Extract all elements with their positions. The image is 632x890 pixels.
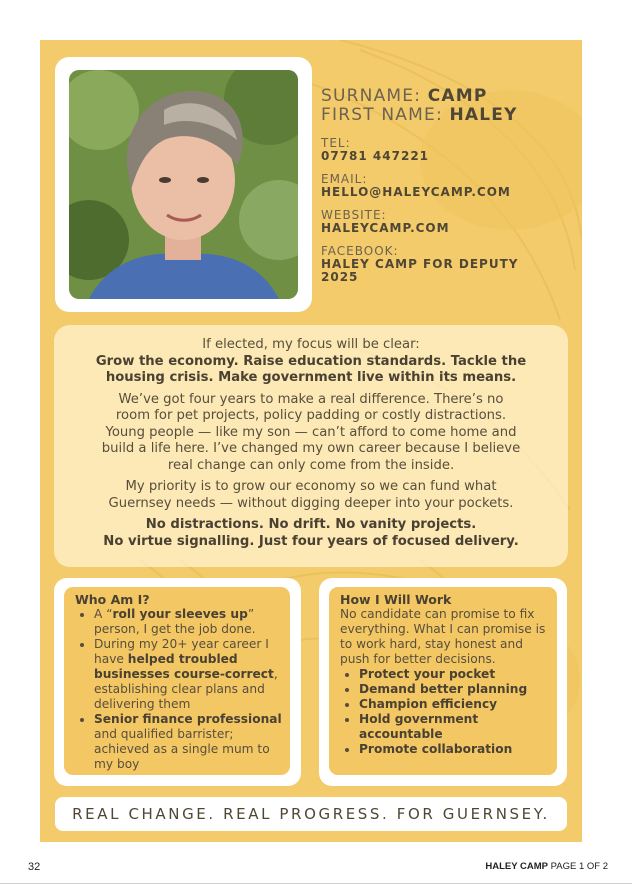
manifesto-paragraph-line: We’ve got four years to make a real difference. There’s no [118, 391, 504, 407]
manifesto-closing-line: No distractions. No drift. No vanity projects. [145, 517, 477, 532]
manifesto-paragraph-line: build a life here. I’ve changed my own career because I believe [101, 441, 521, 456]
surname-line [321, 87, 576, 106]
website-value: HALEYCAMP.COM [321, 221, 450, 235]
list-item [94, 637, 282, 712]
how-i-will-work-list [340, 667, 551, 757]
manifesto-paragraph-line: Young people — like my son — can’t afford to come home and [105, 424, 517, 440]
website-label: WEBSITE: [321, 208, 387, 222]
list-item-text: During my 20+ year career I have [94, 637, 269, 666]
bottom-divider [0, 883, 632, 884]
manifesto-priorities-line: housing crisis. Make government live within its means. [105, 370, 517, 385]
manifesto-paragraph-line: My priority is to grow our economy so we can fund what [125, 479, 497, 494]
page-number: 32 [28, 861, 41, 873]
who-am-i-card [54, 578, 301, 786]
surname-label: SURNAME: [321, 86, 422, 106]
list-item-text: , establishing clear plans and delivering them [94, 667, 278, 711]
list-item [94, 712, 282, 772]
first-name-value: HALEY [449, 105, 518, 125]
slogan-banner: REAL CHANGE. REAL PROGRESS. FOR GUERNSEY. [55, 797, 567, 831]
manifesto-paragraph-line: Guernsey needs — without digging deeper into your pockets. [108, 495, 514, 511]
facebook-label: FACEBOOK: [321, 244, 399, 258]
list-item [359, 682, 551, 697]
manifesto-priorities-line: Grow the economy. Raise education standards. Tackle the [95, 353, 527, 369]
list-item-emphasis: Protect your pocket [359, 667, 496, 681]
who-am-i-title: Who Am I? [75, 592, 150, 607]
list-item-emphasis: helped troubled businesses course-correct [94, 652, 274, 681]
footer-page-of: PAGE 1 OF 2 [550, 861, 608, 872]
candidate-info [321, 87, 576, 284]
footer-name: HALEY CAMP [485, 861, 548, 872]
how-i-will-work-card [319, 578, 567, 786]
how-i-will-work-card-inner [329, 587, 557, 775]
manifesto-intro: If elected, my focus will be clear: [202, 337, 420, 352]
facebook-value-line2: 2025 [321, 270, 359, 284]
first-name-label: FIRST NAME: [321, 105, 443, 125]
list-item [359, 712, 551, 742]
list-item-text: A “ [94, 607, 113, 621]
manifesto-closing-line: No virtue signalling. Just four years of focused delivery. [103, 533, 519, 549]
list-item-emphasis: Promote collaboration [359, 742, 513, 756]
tel-label: TEL: [321, 136, 351, 150]
first-name-line [321, 106, 576, 125]
surname-value: CAMP [427, 86, 488, 106]
list-item-text: and qualified barrister; achieved as a single mum to my boy [94, 727, 270, 771]
manifesto-paragraph-line: real change can only come from the inside. [167, 457, 455, 473]
tel-value: 07781 447221 [321, 149, 430, 163]
manifesto-panel [54, 325, 568, 567]
list-item-emphasis: Champion efficiency [359, 697, 498, 711]
how-i-will-work-title: How I Will Work [340, 592, 452, 607]
leaflet-page [40, 40, 582, 842]
who-am-i-list [75, 607, 282, 772]
email-value: HELLO@HALEYCAMP.COM [321, 185, 511, 199]
list-item-emphasis: Senior finance professional [94, 712, 282, 726]
footer-credit [485, 861, 608, 872]
portrait-frame [55, 57, 312, 312]
manifesto-paragraph-line: room for pet projects, policy padding or costly distractions. [115, 408, 507, 423]
facebook-value-line1: HALEY CAMP FOR DEPUTY [321, 257, 519, 271]
email-label: EMAIL: [321, 172, 368, 186]
portrait-image [69, 70, 298, 299]
list-item [94, 607, 282, 637]
list-item-text: ” person, I get the job done. [94, 607, 256, 636]
list-item-emphasis: roll your sleeves up [112, 607, 248, 621]
who-am-i-card-inner [64, 587, 290, 775]
list-item [359, 742, 551, 757]
list-item-emphasis: Hold government accountable [359, 712, 479, 741]
list-item-emphasis: Demand better planning [359, 682, 528, 696]
portrait-photo [69, 70, 298, 299]
how-i-will-work-intro: No candidate can promise to fix everything. What I can promise is to work hard, stay honest and push for better decisions. [340, 607, 546, 666]
list-item [359, 667, 551, 682]
list-item [359, 697, 551, 712]
